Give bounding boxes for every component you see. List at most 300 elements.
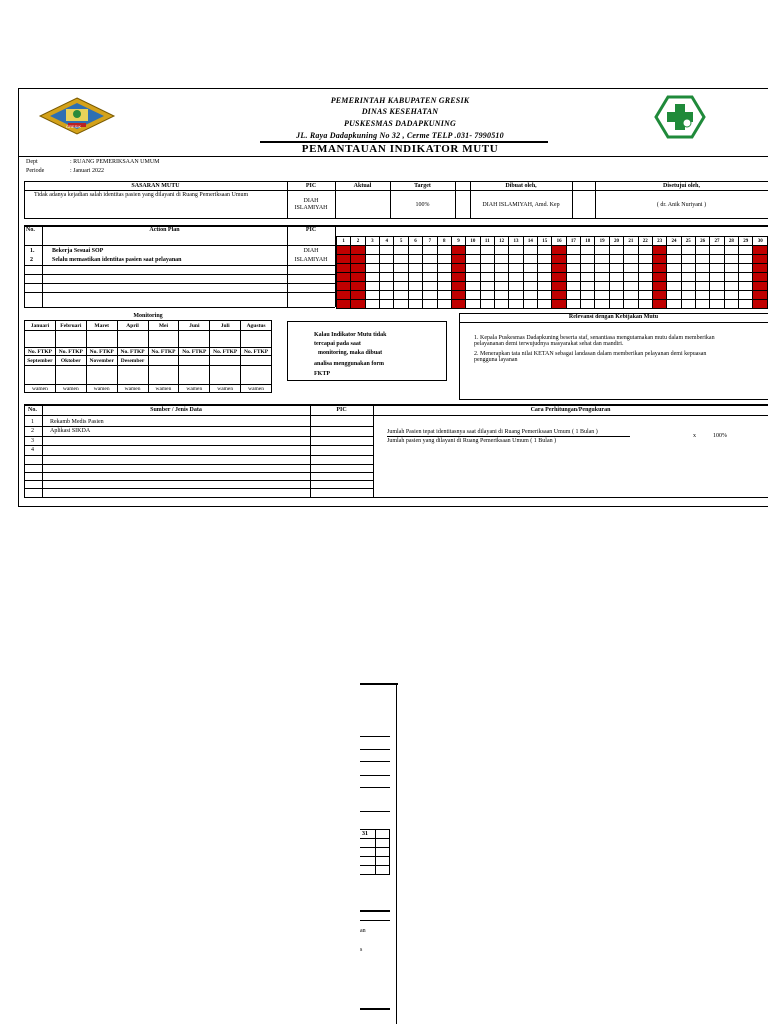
day-header: 23 (652, 237, 666, 246)
ap-row1-text: Bekerja Sesuai SOP (52, 248, 104, 254)
day-cell (710, 300, 724, 309)
day-cell (380, 264, 394, 273)
day-cell (595, 291, 609, 300)
monitoring-cell: Desember (117, 356, 148, 366)
day-cell (351, 255, 365, 264)
day-cell (437, 264, 451, 273)
day-cell (552, 264, 566, 273)
day-cell (523, 255, 537, 264)
day-cell (394, 246, 408, 255)
day-cell (466, 282, 480, 291)
day-cell (724, 282, 738, 291)
day-cell (753, 273, 768, 282)
day-grid (336, 236, 768, 309)
day-cell (652, 273, 666, 282)
monitoring-head: Monitoring (133, 313, 163, 319)
day-cell (380, 282, 394, 291)
day-cell (652, 255, 666, 264)
day-cell (380, 255, 394, 264)
day-cell (423, 246, 437, 255)
day-cell (408, 255, 422, 264)
day-cell (739, 273, 753, 282)
day-cell (365, 282, 379, 291)
day-cell (380, 246, 394, 255)
day-cell (667, 291, 681, 300)
periode-value: : Januari 2022 (70, 168, 104, 174)
day-cell (609, 291, 623, 300)
day-cell (480, 273, 494, 282)
day-cell (538, 264, 552, 273)
day-cell (437, 282, 451, 291)
day-cell (523, 264, 537, 273)
divider (24, 181, 768, 182)
day-cell (609, 300, 623, 309)
divider (287, 225, 288, 307)
day-cell (724, 264, 738, 273)
disetujui-head: Disetujui oleh, (662, 183, 700, 189)
ap-pic-head: PIC (305, 227, 317, 233)
day-cell (695, 264, 709, 273)
day-cell (695, 255, 709, 264)
divider (24, 190, 768, 191)
day-cell (408, 246, 422, 255)
monitoring-cell: No. FTKP (55, 348, 86, 356)
day-cell (652, 246, 666, 255)
day-cell (566, 255, 580, 264)
day-cell (408, 264, 422, 273)
monitoring-cell: wamen (179, 385, 210, 393)
day-cell (667, 300, 681, 309)
day-cell (739, 255, 753, 264)
monitoring-cell (25, 366, 56, 385)
day-cell (681, 291, 695, 300)
day-cell (667, 273, 681, 282)
monitoring-cell: Oktober (55, 356, 86, 366)
sumber-row3-no: 3 (31, 438, 34, 444)
day-cell (480, 291, 494, 300)
day-cell (480, 255, 494, 264)
monitoring-cell (25, 331, 56, 348)
divider (24, 404, 25, 497)
note-line-2: tercapai pada saat (314, 341, 361, 347)
divider (24, 480, 373, 481)
day-cell (724, 255, 738, 264)
day-cell (710, 255, 724, 264)
day-cell (638, 273, 652, 282)
day-cell (351, 264, 365, 273)
day-header: 18 (581, 237, 595, 246)
day-cell (581, 291, 595, 300)
logo-text: GRESIK (66, 124, 82, 129)
pic-head: PIC (305, 183, 317, 189)
day-cell (538, 246, 552, 255)
sumber-row1-no: 1 (31, 419, 34, 425)
day-header: 5 (394, 237, 408, 246)
day-cell (365, 273, 379, 282)
day-header: 7 (423, 237, 437, 246)
aktual-head: Aktual (353, 183, 372, 189)
monitoring-cell (148, 331, 179, 348)
day-cell (466, 255, 480, 264)
divider (24, 436, 373, 437)
monitoring-cell: wamen (86, 385, 117, 393)
monitoring-cell: No. FTKP (148, 348, 179, 356)
day-cell (437, 291, 451, 300)
ap-head: Action Plan (149, 227, 180, 233)
day-cell (667, 255, 681, 264)
monitoring-cell: wamen (117, 385, 148, 393)
day-cell (681, 273, 695, 282)
day-cell (480, 300, 494, 309)
day-cell (423, 282, 437, 291)
day-cell (753, 291, 768, 300)
monitoring-cell: September (25, 356, 56, 366)
header-line-4: JL. Raya Dadapkuning No 32 , Cerme TELP .031- 7990510 (296, 131, 504, 140)
pic-value: DIAH ISLAMIYAH (294, 198, 328, 211)
day-cell (595, 255, 609, 264)
day-cell (466, 300, 480, 309)
monitoring-cell: November (86, 356, 117, 366)
monitoring-cell: April (117, 321, 148, 331)
day-cell (451, 255, 465, 264)
day-cell (638, 246, 652, 255)
day-cell (667, 282, 681, 291)
day-header: 29 (739, 237, 753, 246)
day-cell (566, 273, 580, 282)
day-cell (552, 255, 566, 264)
day-cell (408, 291, 422, 300)
day-cell (753, 300, 768, 309)
header-line-2: DINAS KESEHATAN (361, 107, 439, 116)
day-cell (624, 246, 638, 255)
divider (24, 445, 373, 446)
day-cell (595, 300, 609, 309)
day-cell (337, 264, 351, 273)
day-cell (380, 273, 394, 282)
day-header: 22 (638, 237, 652, 246)
day-header: 8 (437, 237, 451, 246)
denominator: Jumlah pasien yang dilayani di Ruang Pemeriksaan Umum ( 1 Bulan ) (387, 438, 557, 444)
day-cell (595, 273, 609, 282)
monitoring-cell: wamen (210, 385, 241, 393)
day-cell (509, 300, 523, 309)
day-cell (581, 273, 595, 282)
sasaran-head: SASARAN MUTU (131, 183, 180, 189)
day-cell (710, 264, 724, 273)
monitoring-cell (241, 366, 272, 385)
day-cell (753, 246, 768, 255)
day-cell (337, 291, 351, 300)
sumber-no-head: No. (28, 407, 37, 413)
day-cell (739, 246, 753, 255)
day-cell (494, 255, 508, 264)
day-cell (652, 300, 666, 309)
day-header: 15 (538, 237, 552, 246)
divider (459, 322, 768, 323)
monitoring-cell (179, 366, 210, 385)
day-31: 31 (362, 831, 368, 837)
day-cell (523, 282, 537, 291)
numerator: Jumlah Pasien tepat identitasnya saat dilayani di Ruang Pemeriksaan Umum ( 1 Bulan ) (387, 429, 598, 435)
day-cell (365, 246, 379, 255)
day-cell (638, 282, 652, 291)
day-cell (480, 264, 494, 273)
day-cell (581, 246, 595, 255)
dibuat-value: DIAH ISLAMIYAH, Amd. Kep (482, 202, 560, 208)
day-cell (509, 282, 523, 291)
day-cell (437, 255, 451, 264)
cara-head: Cara Perhitungan/Pengukuran (530, 407, 611, 413)
day-cell (351, 300, 365, 309)
day-cell (437, 246, 451, 255)
day-cell (423, 264, 437, 273)
note-line-3: monitoring, maka dibuat (318, 350, 383, 356)
day-cell (451, 291, 465, 300)
day-cell (652, 264, 666, 273)
monitoring-cell: Mei (148, 321, 179, 331)
day-header: 17 (566, 237, 580, 246)
day-header: 26 (695, 237, 709, 246)
day-cell (337, 255, 351, 264)
day-header: 27 (710, 237, 724, 246)
day-cell (624, 300, 638, 309)
day-cell (710, 282, 724, 291)
divider (24, 497, 768, 498)
monitoring-cell: wamen (25, 385, 56, 393)
monitoring-cell (55, 331, 86, 348)
monitoring-cell (148, 356, 179, 366)
monitoring-cell (86, 366, 117, 385)
percent: 100% (713, 433, 727, 439)
monitoring-cell: Januari (25, 321, 56, 331)
day-cell (552, 273, 566, 282)
monitoring-cell: No. FTKP (210, 348, 241, 356)
day-cell (638, 255, 652, 264)
day-cell (394, 300, 408, 309)
divider (572, 181, 573, 218)
day-cell (724, 273, 738, 282)
sumber-row2-no: 2 (31, 428, 34, 434)
sumber-row2-text: Aplikasi SIKDA (50, 428, 91, 434)
ap-row2-no: 2 (30, 257, 33, 263)
relevansi-p1a: 1. Kepala Puskesmas Dadapkuning beserta staf, senantiasa mengutamakan mutu dalam memberikan (474, 335, 715, 341)
day-header: 19 (595, 237, 609, 246)
day-cell (423, 300, 437, 309)
day-cell (538, 291, 552, 300)
fraction-bar (387, 436, 630, 437)
day-cell (581, 264, 595, 273)
dept-value: : RUANG PEMERIKSAAN UMUM (70, 159, 160, 165)
day-cell (494, 282, 508, 291)
divider (24, 488, 373, 489)
day-cell (638, 264, 652, 273)
day-cell (451, 264, 465, 273)
relevansi-p2b: pengguna layanan (474, 357, 518, 363)
day-cell (351, 246, 365, 255)
divider (24, 265, 335, 266)
day-cell (695, 282, 709, 291)
day-cell (494, 246, 508, 255)
target-head: Target (414, 183, 431, 189)
day-cell (538, 273, 552, 282)
periode-label: Periode (26, 168, 45, 174)
day-cell (739, 264, 753, 273)
day-cell (494, 273, 508, 282)
day-header: 21 (624, 237, 638, 246)
day-cell (739, 300, 753, 309)
monitoring-cell: wamen (148, 385, 179, 393)
day-cell (451, 300, 465, 309)
day-cell (509, 273, 523, 282)
day-cell (466, 264, 480, 273)
day-cell (523, 300, 537, 309)
dept-label: Dept (26, 159, 38, 165)
day-cell (695, 300, 709, 309)
day-cell (681, 246, 695, 255)
day-cell (609, 282, 623, 291)
sumber-row4-no: 4 (31, 447, 34, 453)
day-cell (552, 291, 566, 300)
monitoring-cell (117, 366, 148, 385)
divider (24, 292, 335, 293)
day-header: 24 (667, 237, 681, 246)
day-cell (624, 255, 638, 264)
day-cell (466, 246, 480, 255)
monitoring-cell: Februari (55, 321, 86, 331)
day-cell (351, 282, 365, 291)
monitoring-cell (86, 331, 117, 348)
day-cell (365, 255, 379, 264)
day-header: 12 (494, 237, 508, 246)
day-cell (695, 291, 709, 300)
day-cell (351, 273, 365, 282)
day-cell (695, 273, 709, 282)
disetujui-value: ( dr. Anik Nuriyani ) (656, 202, 707, 208)
day-cell (724, 246, 738, 255)
header-line-3: PUSKESMAS DADAPKUNING (343, 119, 456, 128)
page-2-fragment (360, 683, 398, 1024)
day-cell (423, 273, 437, 282)
monitoring-cell: wamen (241, 385, 272, 393)
day-cell (739, 282, 753, 291)
day-cell (681, 282, 695, 291)
monitoring-cell (241, 331, 272, 348)
divider (24, 426, 373, 427)
day-cell (624, 264, 638, 273)
day-cell (494, 264, 508, 273)
page2-frag-1: an (360, 928, 366, 934)
day-cell (394, 273, 408, 282)
monitoring-cell: Juli (210, 321, 241, 331)
day-cell (408, 282, 422, 291)
day-cell (624, 291, 638, 300)
day-cell (451, 273, 465, 282)
monitoring-cell: No. FTKP (179, 348, 210, 356)
note-line-1: Kalau Indikator Mutu tidak (314, 332, 387, 338)
monitoring-cell (117, 331, 148, 348)
divider (24, 472, 373, 473)
day-cell (466, 273, 480, 282)
day-cell (423, 255, 437, 264)
monitoring-cell (210, 331, 241, 348)
page-title: PEMANTAUAN INDIKATOR MUTU (301, 143, 499, 155)
sumber-pic-head: PIC (336, 407, 347, 413)
ap-no-head: No. (26, 227, 35, 233)
ap-row2-pic: ISLAMIYAH (294, 257, 328, 263)
day-cell (595, 246, 609, 255)
monitoring-cell (55, 366, 86, 385)
day-header: 3 (365, 237, 379, 246)
day-cell (566, 282, 580, 291)
day-cell (566, 264, 580, 273)
day-cell (351, 291, 365, 300)
day-cell (638, 300, 652, 309)
monitoring-cell (179, 356, 210, 366)
day-header: 2 (351, 237, 365, 246)
day-cell (337, 300, 351, 309)
divider (24, 404, 768, 406)
day-cell (394, 255, 408, 264)
day-cell (494, 300, 508, 309)
day-cell (609, 273, 623, 282)
divider (24, 245, 335, 246)
sumber-head: Sumber / Jenis Data (150, 407, 202, 413)
day-header: 25 (681, 237, 695, 246)
target-value: 100% (415, 202, 430, 208)
divider (42, 225, 43, 307)
monitoring-cell (241, 356, 272, 366)
day-header: 1 (337, 237, 351, 246)
day-cell (437, 273, 451, 282)
relevansi-head: Relevansi dengan Kebijakan Mutu (568, 314, 659, 320)
dibuat-head: Dibuat oleh, (505, 183, 537, 189)
monitoring-cell (210, 366, 241, 385)
ap-row1-no: 1. (30, 248, 35, 254)
day-cell (753, 264, 768, 273)
divider (24, 274, 335, 275)
divider (24, 307, 335, 308)
puskesmas-logo (654, 95, 706, 139)
day-cell (581, 255, 595, 264)
day-cell (681, 300, 695, 309)
day-header: 20 (609, 237, 623, 246)
day-cell (538, 282, 552, 291)
day-cell (624, 282, 638, 291)
monitoring-cell: Maret (86, 321, 117, 331)
day-cell (509, 255, 523, 264)
day-cell (380, 300, 394, 309)
day-cell (609, 255, 623, 264)
day-cell (538, 255, 552, 264)
monitoring-cell (148, 366, 179, 385)
day-cell (451, 282, 465, 291)
day-cell (408, 300, 422, 309)
day-cell (566, 291, 580, 300)
day-cell (380, 291, 394, 300)
day-cell (523, 291, 537, 300)
note-line-4: analisa menggunakan form (314, 361, 385, 367)
monitoring-cell (210, 356, 241, 366)
monitoring-cell: No. FTKP (117, 348, 148, 356)
divider (24, 464, 373, 465)
day-cell (710, 246, 724, 255)
day-cell (681, 264, 695, 273)
divider (42, 404, 43, 497)
day-header: 9 (451, 237, 465, 246)
ap-row1-pic: DIAH (303, 248, 319, 254)
day-cell (595, 282, 609, 291)
day-cell (509, 246, 523, 255)
